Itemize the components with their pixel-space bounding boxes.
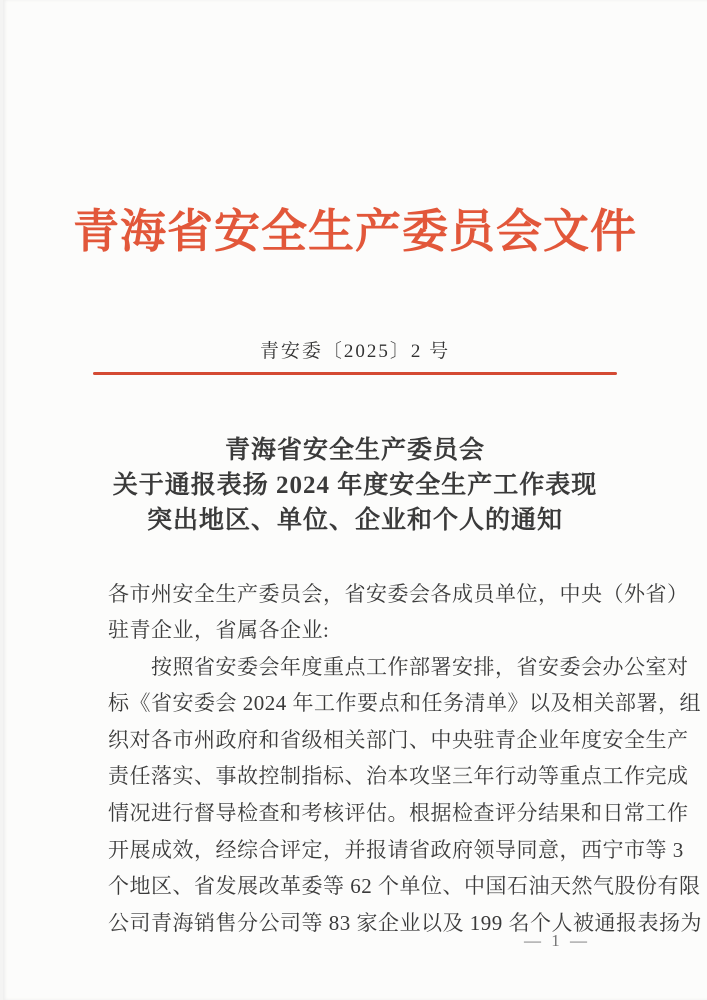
text-line: 公司青海销售分公司等 83 家企业以及 199 名个人被通报表扬为 bbox=[108, 910, 702, 935]
document-number: 青安委〔2025〕2 号 bbox=[259, 340, 451, 362]
agency-header-title: 青海省安全生产委员会文件 bbox=[73, 206, 637, 257]
text-line: 个地区、省发展改革委等 62 个单位、中国石油天然气股份有限 bbox=[108, 874, 701, 899]
notice-title bbox=[3, 433, 707, 538]
text-line: 情况进行督导检查和考核评估。根据检查评分结果和日常工作 bbox=[108, 801, 689, 826]
page-number: — 1 — bbox=[524, 931, 590, 950]
text-line: 按照省安委会年度重点工作部署安排，省安委会办公室对 bbox=[108, 654, 689, 679]
text-line: 责任落实、事故控制指标、治本攻坚三年行动等重点工作完成 bbox=[108, 764, 689, 789]
red-divider-line bbox=[93, 372, 617, 375]
text-line: 各市州安全生产委员会，省安委会各成员单位，中央（外省） bbox=[108, 581, 689, 606]
text-line: 标《省安委会 2024 年工作要点和任务清单》以及相关部署，组 bbox=[108, 691, 701, 716]
text-line: 开展成效，经综合评定，并报请省政府领导同意，西宁市等 3 bbox=[108, 837, 684, 862]
notice-body bbox=[108, 576, 702, 942]
text-line: 青海省安全生产委员会 bbox=[224, 436, 485, 464]
text-line: 关于通报表扬 2024 年度安全生产工作表现 bbox=[112, 471, 598, 499]
text-line: 突出地区、单位、企业和个人的通知 bbox=[146, 506, 563, 534]
document-page bbox=[3, 0, 707, 1000]
text-line: 织对各市州政府和省级相关部门、中央驻青企业年度安全生产 bbox=[108, 727, 689, 752]
text-line: 驻青企业，省属各企业: bbox=[108, 618, 330, 643]
